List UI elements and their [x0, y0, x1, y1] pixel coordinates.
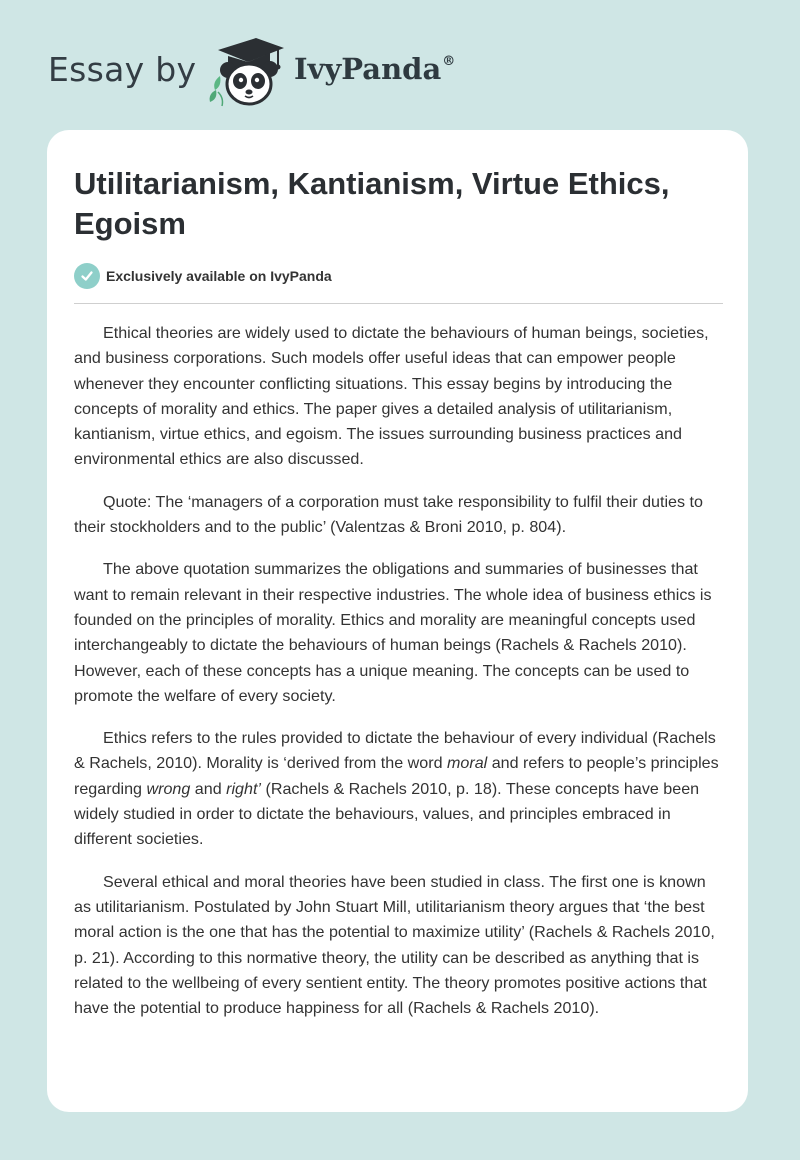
essay-body	[74, 321, 724, 1038]
paragraph: Ethical theories are widely used to dictate the behaviours of human beings, societies, and business corporations. Such models offer useful ideas that can empower people whenever they encounter conflicting situations. This essay begins by introducing the concepts of morality and ethics. The paper gives a detailed analysis of utilitarianism, kantianism, virtue ethics, and egoism. The issues surrounding business practices and environmental ethics are also discussed.	[74, 324, 709, 469]
paragraph: The above quotation summarizes the obligations and summaries of businesses that want to remain relevant in their respective industries. The whole idea of business ethics is founded on the principles of morality. Ethics and morality are meaningful concepts used interchangeably to dictate the behaviours of human beings (Rachels & Rachels 2010). However, each of these concepts has a unique meaning. The concepts can be used to promote the welfare of every society.	[74, 560, 712, 705]
essay-card	[47, 130, 748, 1112]
check-icon	[74, 263, 100, 289]
paragraph: Ethics refers to the rules provided to dictate the behaviour of every individual (Rachels & Rachels, 2010). Morality is ‘derived from the word moral and refers to people’s principles regarding wrong and right’ (Rachels & Rachels 2010, p. 18). These concepts have been widely studied in order to dictate the behaviours, values, and principles embraced in different societies.	[74, 729, 719, 849]
ivypanda-logo-icon[interactable]	[202, 36, 286, 108]
paragraph: Several ethical and moral theories have been studied in class. The first one is known as utilitarianism. Postulated by John Stuart Mill, utilitarianism theory argues that ‘the best moral action is the one that has the potential to maximize utility’ (Rachels & Rachels 2010, p. 21). According to this normative theory, the utility can be described as anything that is related to the wellbeing of every sentient entity. The theory promotes positive actions that have the potential to produce happiness for all (Rachels & Rachels 2010).	[74, 872, 715, 1018]
emphasis-right: right’	[226, 779, 262, 798]
divider	[74, 303, 723, 304]
essay-title: Utilitarianism, Kantianism, Virtue Ethics, Egoism	[74, 166, 670, 241]
emphasis-moral: moral	[447, 754, 488, 773]
registered-mark: ®	[442, 54, 456, 69]
ivypanda-brand-name[interactable]: IvyPanda®	[294, 52, 456, 86]
site-header	[48, 36, 528, 108]
emphasis-wrong: wrong	[146, 779, 191, 798]
quote-paragraph: Quote: The ‘managers of a corporation must take responsibility to fulfil their duties to their stockholders and to the public’ (Valentzas & Broni 2010, p. 804).	[74, 492, 703, 537]
exclusive-label: Exclusively available on IvyPanda	[106, 268, 332, 284]
essay-by-label: Essay by	[48, 50, 197, 89]
exclusive-badge	[74, 263, 332, 289]
